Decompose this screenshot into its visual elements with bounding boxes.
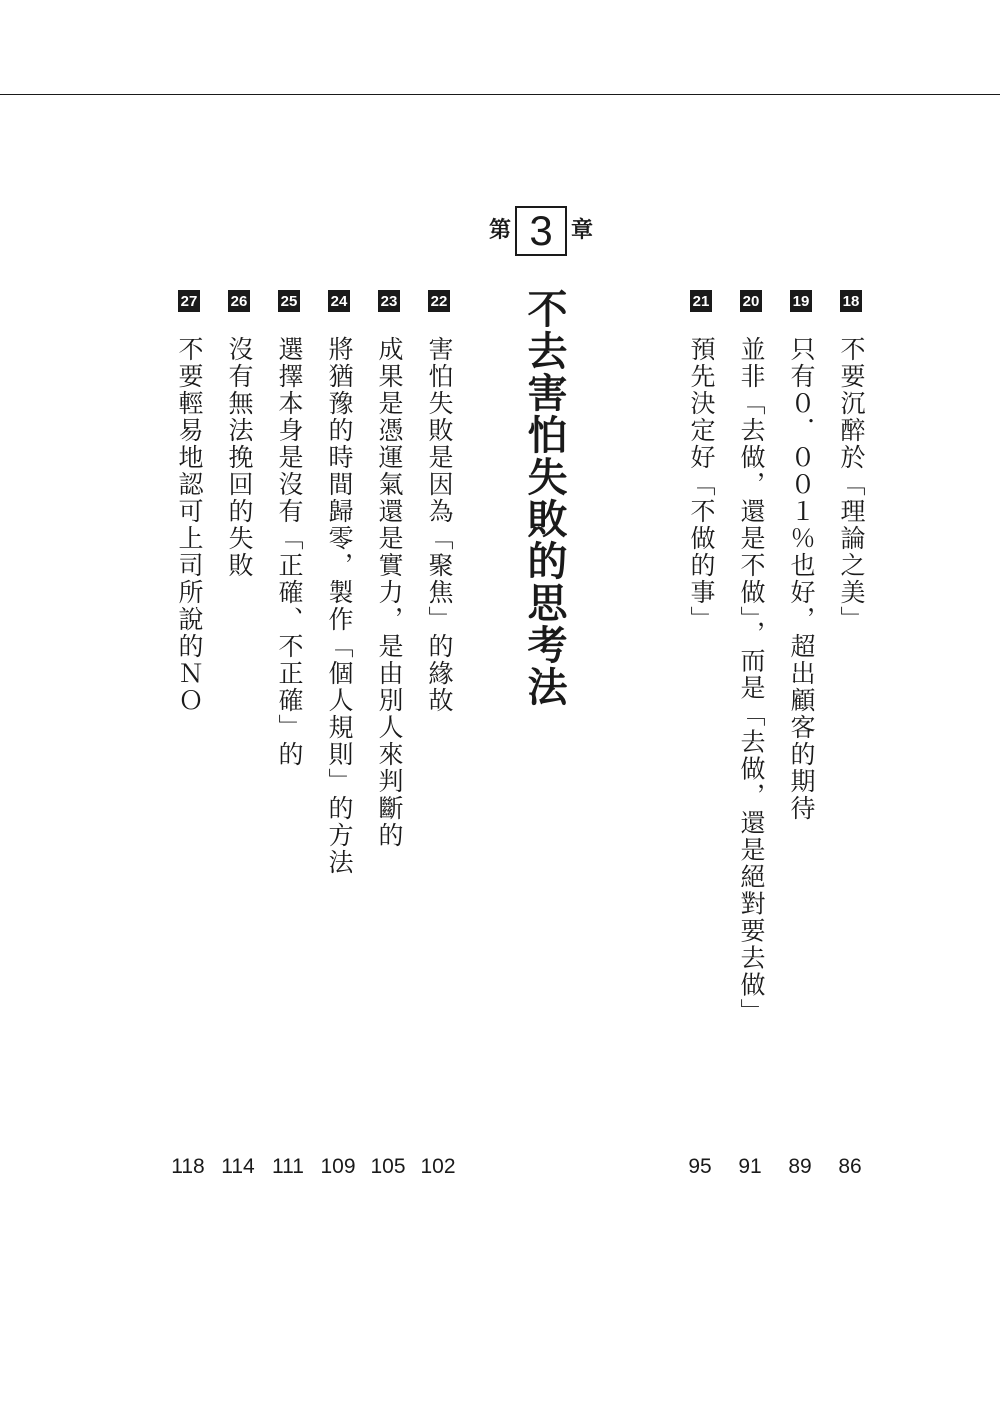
toc-entry[interactable] <box>838 290 878 633</box>
entry-number-badge: 27 <box>178 290 200 312</box>
entry-title: 不要輕易地認可上司所說的ＮＯ <box>175 336 204 714</box>
toc-entry[interactable] <box>276 290 316 768</box>
toc-entry[interactable] <box>688 290 728 633</box>
chapter-title: 不去害怕失敗的思考法 <box>521 288 567 708</box>
toc-entry[interactable] <box>326 290 366 876</box>
top-rule <box>0 94 1000 95</box>
chapter-number: 3 <box>515 206 567 256</box>
entry-title: 並非「去做，還是不做」，而是「去做，還是絕對要去做」 <box>737 336 766 1026</box>
entry-title: 沒有無法挽回的失敗 <box>225 336 254 579</box>
toc-entry[interactable] <box>426 290 466 714</box>
entry-page-number: 102 <box>420 1155 456 1178</box>
entry-number-badge: 22 <box>428 290 450 312</box>
chapter-prefix: 第 <box>489 218 512 243</box>
entry-number-badge: 21 <box>690 290 712 312</box>
entry-number-badge: 23 <box>378 290 400 312</box>
entry-page-number: 114 <box>221 1155 255 1178</box>
entry-number-badge: 19 <box>790 290 812 312</box>
entry-title: 成果是憑運氣還是實力，是由別人來判斷的 <box>375 336 404 849</box>
toc-entry[interactable] <box>226 290 266 579</box>
toc-entry[interactable] <box>176 290 216 714</box>
entry-number-badge: 25 <box>278 290 300 312</box>
entry-page-number: 105 <box>370 1155 406 1178</box>
entry-title: 預先決定好「不做的事」 <box>687 336 716 633</box>
entry-page-number: 109 <box>320 1155 356 1178</box>
toc-entry[interactable] <box>738 290 778 1026</box>
toc-entry[interactable] <box>376 290 416 849</box>
chapter-suffix: 章 <box>571 218 594 243</box>
entry-page-number: 95 <box>688 1155 712 1178</box>
entry-title: 不要沉醉於「理論之美」 <box>837 336 866 633</box>
entry-title: 選擇本身是沒有「正確、不正確」的 <box>275 336 304 768</box>
entry-title: 只有０．００１％也好，超出顧客的期待 <box>787 336 816 822</box>
entry-number-badge: 20 <box>740 290 762 312</box>
entry-number-badge: 18 <box>840 290 862 312</box>
entry-page-number: 89 <box>788 1155 812 1178</box>
entry-number-badge: 26 <box>228 290 250 312</box>
entry-title: 害怕失敗是因為「聚焦」的緣故 <box>425 336 454 714</box>
entry-page-number: 118 <box>171 1155 205 1178</box>
entry-page-number: 91 <box>738 1155 762 1178</box>
entry-number-badge: 24 <box>328 290 350 312</box>
toc-entry[interactable] <box>788 290 828 822</box>
chapter-heading <box>489 204 593 258</box>
entry-page-number: 86 <box>838 1155 862 1178</box>
entry-title: 將猶豫的時間歸零，製作「個人規則」的方法 <box>325 336 354 876</box>
entry-page-number: 111 <box>272 1155 304 1178</box>
